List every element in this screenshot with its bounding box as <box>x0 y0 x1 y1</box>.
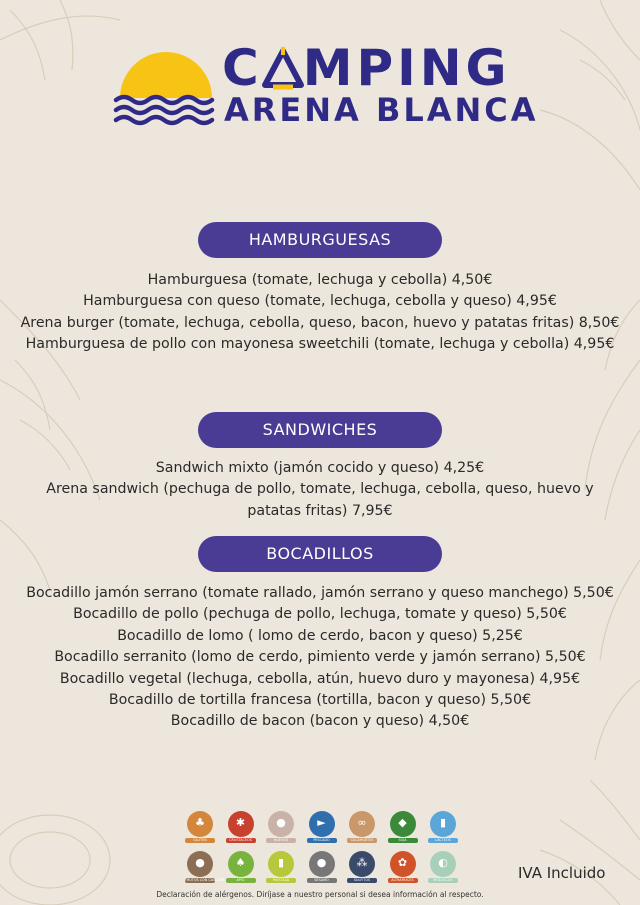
wheat-icon: ♣ <box>187 811 213 837</box>
menu-item: Bocadillo de lomo ( lomo de cerdo, bacon y queso) 5,25€ <box>117 627 523 644</box>
allergen-label: SÉSAMO <box>307 878 337 883</box>
menu-item: Arena burger (tomate, lechuga, cebolla, queso, bacon, huevo y patatas fritas) 8,50€ <box>20 314 620 331</box>
menu-item: Sandwich mixto (jamón cocido y queso) 4,25€ <box>155 460 485 476</box>
allergen-label: APIO <box>226 878 256 883</box>
allergen-fish-icon <box>306 811 338 843</box>
menu-item: Bocadillo de pollo (pechuga de pollo, lechuga, tomate y queso) 5,50€ <box>73 606 567 623</box>
allergen-soy-icon <box>387 811 419 843</box>
sandwiches-list <box>0 458 640 522</box>
allergen-label: GLUTEN <box>185 838 215 843</box>
allergen-lobster-icon <box>225 811 257 843</box>
sun-waves-logo-icon <box>112 38 216 128</box>
allergen-nut-icon <box>184 851 225 883</box>
menu-item: Arena sandwich (pechuga de pollo, tomate, lechuga, cebolla, queso, huevo y patatas fritas) 7,95€ <box>46 481 594 519</box>
allergen-declaration: Declaración de alérgenos. Diríjase a nuestro personal si desea información al respecto. <box>156 890 484 899</box>
celery-icon: ♠ <box>228 851 254 877</box>
peanut-icon: ∞ <box>349 811 375 837</box>
allergen-mustard-icon <box>265 851 297 883</box>
fish-icon: ► <box>309 811 335 837</box>
menu-item: Bocadillo jamón serrano (tomate rallado, jamón serrano y queso manchego) 5,50€ <box>26 585 614 601</box>
menu-item: Hamburguesa (tomate, lechuga y cebolla) 4,50€ <box>147 272 493 288</box>
allergen-label: PESCADO <box>307 838 337 843</box>
allergen-label: CRUSTÁCEOS <box>226 838 256 843</box>
hamburguesas-list <box>0 270 640 356</box>
tent-a-icon <box>263 42 303 86</box>
allergen-label: FRUTOS CON CÁSCARA <box>185 878 225 882</box>
allergen-egg-icon <box>265 811 297 843</box>
camping-logo <box>112 38 539 133</box>
sesame-icon: ● <box>309 851 335 877</box>
tax-note: IVA Incluido <box>518 864 606 882</box>
menu-item: Bocadillo vegetal (lechuga, cebolla, atún, huevo duro y mayonesa) 4,95€ <box>59 670 581 687</box>
logo-subtitle: ARENA BLANCA <box>224 91 539 129</box>
mollusc-icon: ◐ <box>430 851 456 877</box>
nut-icon: ● <box>187 851 213 877</box>
allergen-label: MOSTAZA <box>266 878 296 883</box>
section-title-hamburguesas: HAMBURGUESAS <box>198 222 442 258</box>
egg-icon: ● <box>268 811 294 837</box>
allergen-label: CACAHUETES <box>347 838 377 843</box>
allergen-label: LÁCTEOS <box>428 838 458 843</box>
allergen-label: MOLUSCOS <box>428 878 458 883</box>
section-title-sandwiches: SANDWICHES <box>198 412 442 448</box>
sulphite-icon: ⁂ <box>349 851 375 877</box>
allergen-milk-icon <box>427 811 459 843</box>
lupin-icon: ✿ <box>390 851 416 877</box>
milk-icon: ▮ <box>430 811 456 837</box>
allergen-wheat-icon <box>184 811 216 843</box>
allergen-celery-icon <box>225 851 257 883</box>
allergen-sulphite-icon <box>346 851 378 883</box>
allergen-peanut-icon <box>346 811 378 843</box>
allergen-label: HUEVOS <box>266 838 296 843</box>
allergen-label: SULFITOS <box>347 878 377 883</box>
menu-item: Hamburguesa de pollo con mayonesa sweetchili (tomate, lechuga y cebolla) 4,95€ <box>25 336 615 353</box>
menu-item: Hamburguesa con queso (tomate, lechuga, cebolla y queso) 4,95€ <box>83 293 557 310</box>
soy-icon: ◆ <box>390 811 416 837</box>
menu-item: Bocadillo de bacon (bacon y queso) 4,50€ <box>170 713 470 730</box>
allergen-mollusc-icon <box>427 851 459 883</box>
menu-item: Bocadillo serranito (lomo de cerdo, pimiento verde y jamón serrano) 5,50€ <box>54 649 586 666</box>
bocadillos-list <box>0 583 640 733</box>
menu-item: Bocadillo de tortilla francesa (tortilla, bacon y queso) 5,50€ <box>108 692 532 709</box>
allergen-lupin-icon <box>387 851 419 883</box>
logo-title: C MPING <box>222 39 511 97</box>
lobster-icon: ✱ <box>228 811 254 837</box>
section-title-bocadillos: BOCADILLOS <box>198 536 442 572</box>
allergen-label: SOJA <box>388 838 418 843</box>
mustard-icon: ▮ <box>268 851 294 877</box>
allergen-label: ALTRAMUCES <box>388 878 418 883</box>
allergen-sesame-icon <box>306 851 338 883</box>
